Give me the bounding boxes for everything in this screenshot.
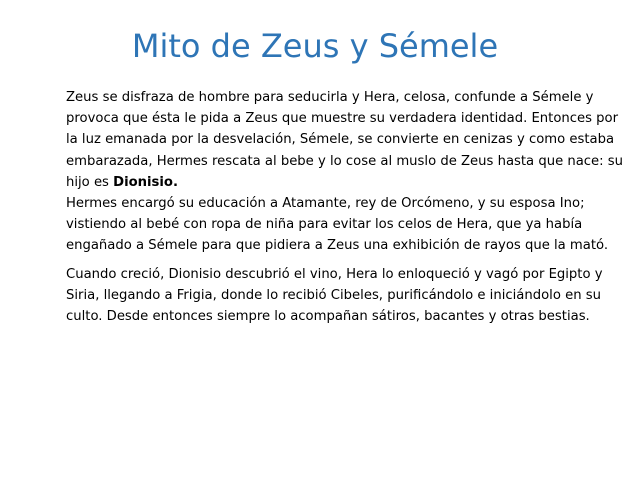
paragraph-semele	[66, 87, 626, 193]
dionisio-emphasis: Dionisio.	[113, 174, 179, 190]
slide-body	[66, 87, 626, 327]
paragraph-dionisio: Cuando creció, Dionisio descubrió el vino, Hera lo enloqueció y vagó por Egipto y Siria, llegando a Frigia, donde lo recibió Cibeles, purificándolo e iniciándolo en su culto. Desde entonces siempre lo acompañan sátiros, bacantes y otras bestias.	[66, 266, 603, 325]
slide-title: Mito de Zeus y Sémele	[131, 27, 499, 65]
paragraph-hermes: Hermes encargó su educación a Atamante, rey de Orcómeno, y su esposa Ino; vistiendo al bebé con ropa de niña para evitar los celos de Hera, que ya había engañado a Sémele para que pidiera a Zeus una exhibición de rayos que la mató.	[66, 196, 609, 254]
paragraph-semele-text: Zeus se disfraza de hombre para seducirla y Hera, celosa, confunde a Sémele y provoca que ésta le pida a Zeus que muestre su verdadera identidad. Entonces por la luz emanada por la desvelación, Sémele, se convierte en cenizas y como estaba embarazada, Hermes rescata al bebe y lo cose al muslo de Zeus hasta que nace: su hijo es	[66, 90, 624, 190]
